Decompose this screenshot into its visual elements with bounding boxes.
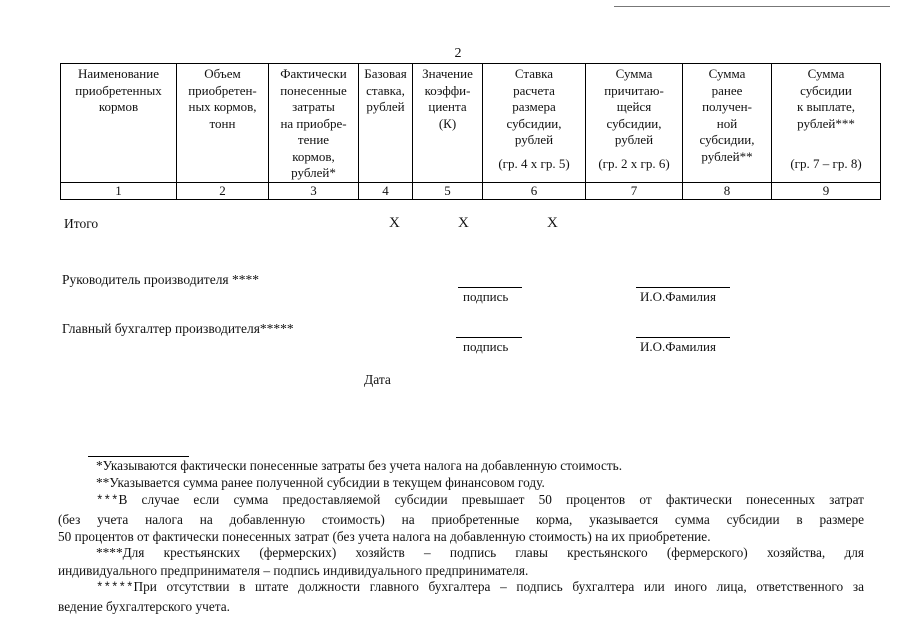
header-cell — [413, 64, 483, 183]
total-col6-x: Х — [547, 215, 558, 231]
column-number: 4 — [359, 182, 413, 199]
manager-label: Руководитель производителя **** — [62, 272, 260, 287]
footnote-5-line2: ведение бухгалтерского учета. — [58, 598, 230, 614]
footnote-1 — [58, 457, 864, 475]
manager-name-line — [636, 287, 730, 288]
column-number: 5 — [413, 182, 483, 199]
header-line: приобретенных — [75, 82, 162, 98]
footnote-5 — [58, 578, 864, 615]
header-line: субсидии, — [506, 115, 562, 131]
header-line: коэффи- — [424, 82, 471, 98]
page-number: 2 — [454, 46, 462, 61]
header-line: затраты — [292, 99, 335, 114]
header-line: Сумма — [615, 66, 653, 81]
header-line: кормов, — [292, 148, 335, 164]
footnote-3 — [58, 491, 864, 546]
header-line: расчета — [513, 82, 555, 98]
header-line: приобретен- — [188, 82, 257, 98]
subsidy-table — [60, 63, 881, 200]
column-number: 7 — [586, 182, 683, 199]
total-col5-x: Х — [458, 215, 469, 231]
header-line: субсидии — [800, 82, 852, 98]
header-line: Сумма — [708, 66, 746, 81]
header-row — [61, 64, 881, 183]
header-line: Значение — [422, 66, 473, 81]
header-line: ных кормов, — [188, 99, 257, 114]
header-line: Объем — [204, 66, 241, 81]
header-formula: (гр. 4 х гр. 5) — [498, 156, 570, 171]
header-line: Базовая — [364, 66, 407, 81]
column-number: 1 — [61, 182, 177, 199]
header-cell — [177, 64, 269, 183]
header-line: получен- — [702, 99, 752, 114]
header-line: рублей*** — [797, 115, 855, 131]
header-line: рублей — [366, 99, 405, 114]
header-line: рублей — [514, 132, 554, 147]
header-line: тение — [297, 132, 330, 147]
footnote-3-line1: ***В случае если сумма предоставляемой субсидии превышает 50 процентов от фактически понесенных затрат — [96, 492, 864, 508]
footnote-4-line1: ****Для крестьянских (фермерских) хозяйств – подпись главы крестьянского (фермерского) хозяйства, для — [96, 545, 864, 560]
column-number: 2 — [177, 182, 269, 199]
footnote-1-text: *Указываются фактически понесенные затраты без учета налога на добавленную стоимость. — [96, 458, 623, 473]
total-label: Итого — [64, 216, 99, 231]
manager-signature-caption: подпись — [463, 289, 509, 304]
footnote-2 — [58, 474, 864, 492]
manager-name-caption: И.О.Фамилия — [640, 289, 716, 304]
header-line: Фактически — [280, 66, 347, 81]
header-line: на приобре- — [280, 115, 347, 131]
header-line: рублей* — [291, 165, 336, 180]
header-line: субсидии, — [606, 115, 662, 131]
header-line: размера — [512, 99, 556, 114]
header-cell — [483, 64, 586, 183]
footnote-2-text: **Указывается сумма ранее полученной субсидии в текущем финансовом году. — [96, 475, 545, 490]
header-line: Сумма — [807, 66, 845, 81]
total-col4-x: Х — [389, 215, 400, 231]
header-line: Ставка — [514, 66, 554, 81]
header-cell — [772, 64, 881, 183]
footnote-4-line2: индивидуального предпринимателя – подпись индивидуального предпринимателя. — [58, 562, 529, 578]
header-line: тонн — [209, 115, 236, 131]
column-number: 9 — [772, 182, 881, 199]
accountant-signature-line — [456, 337, 522, 338]
header-line: субсидии, — [699, 132, 755, 147]
header-line: ранее — [711, 82, 743, 98]
header-line: ставка, — [366, 82, 405, 98]
header-line: циента — [428, 99, 467, 114]
header-formula: (гр. 2 х гр. 6) — [598, 156, 670, 171]
header-cell — [683, 64, 772, 183]
header-line: (К) — [438, 115, 457, 131]
header-line: к выплате, — [796, 99, 856, 114]
header-cell — [61, 64, 177, 183]
accountant-name-line — [636, 337, 730, 338]
footnote-3-line2: (без учета налога на добавленную стоимость) на приобретенные корма, указывается сумма субсидии в размере — [58, 511, 864, 527]
accountant-signature-caption: подпись — [463, 339, 509, 354]
header-line: рублей — [614, 132, 654, 147]
top-rule — [614, 6, 890, 7]
header-line: ной — [716, 115, 738, 131]
footnote-3-line3: 50 процентов от фактически понесенных затрат (без учета налога на добавленную стоимость) на их приобретение. — [58, 529, 711, 545]
header-line: Наименование — [78, 66, 159, 81]
accountant-label: Главный бухгалтер производителя***** — [62, 321, 294, 336]
header-line: рублей** — [701, 148, 753, 164]
manager-signature-line — [458, 287, 522, 288]
column-number: 6 — [483, 182, 586, 199]
footnote-4 — [58, 544, 864, 579]
header-line: причитаю- — [604, 82, 664, 98]
header-cell — [359, 64, 413, 183]
header-line: щейся — [616, 99, 652, 114]
header-line: понесенные — [280, 82, 347, 98]
column-number-row — [61, 182, 881, 199]
header-formula: (гр. 7 – гр. 8) — [790, 156, 862, 171]
date-label: Дата — [364, 372, 391, 387]
header-cell — [269, 64, 359, 183]
footnote-5-line1: *****При отсутствии в штате должности главного бухгалтера – подпись бухгалтера или иного лица, ответственного за — [96, 579, 864, 595]
header-line: кормов — [98, 99, 139, 114]
column-number: 3 — [269, 182, 359, 199]
accountant-name-caption: И.О.Фамилия — [640, 339, 716, 354]
header-cell — [586, 64, 683, 183]
column-number: 8 — [683, 182, 772, 199]
